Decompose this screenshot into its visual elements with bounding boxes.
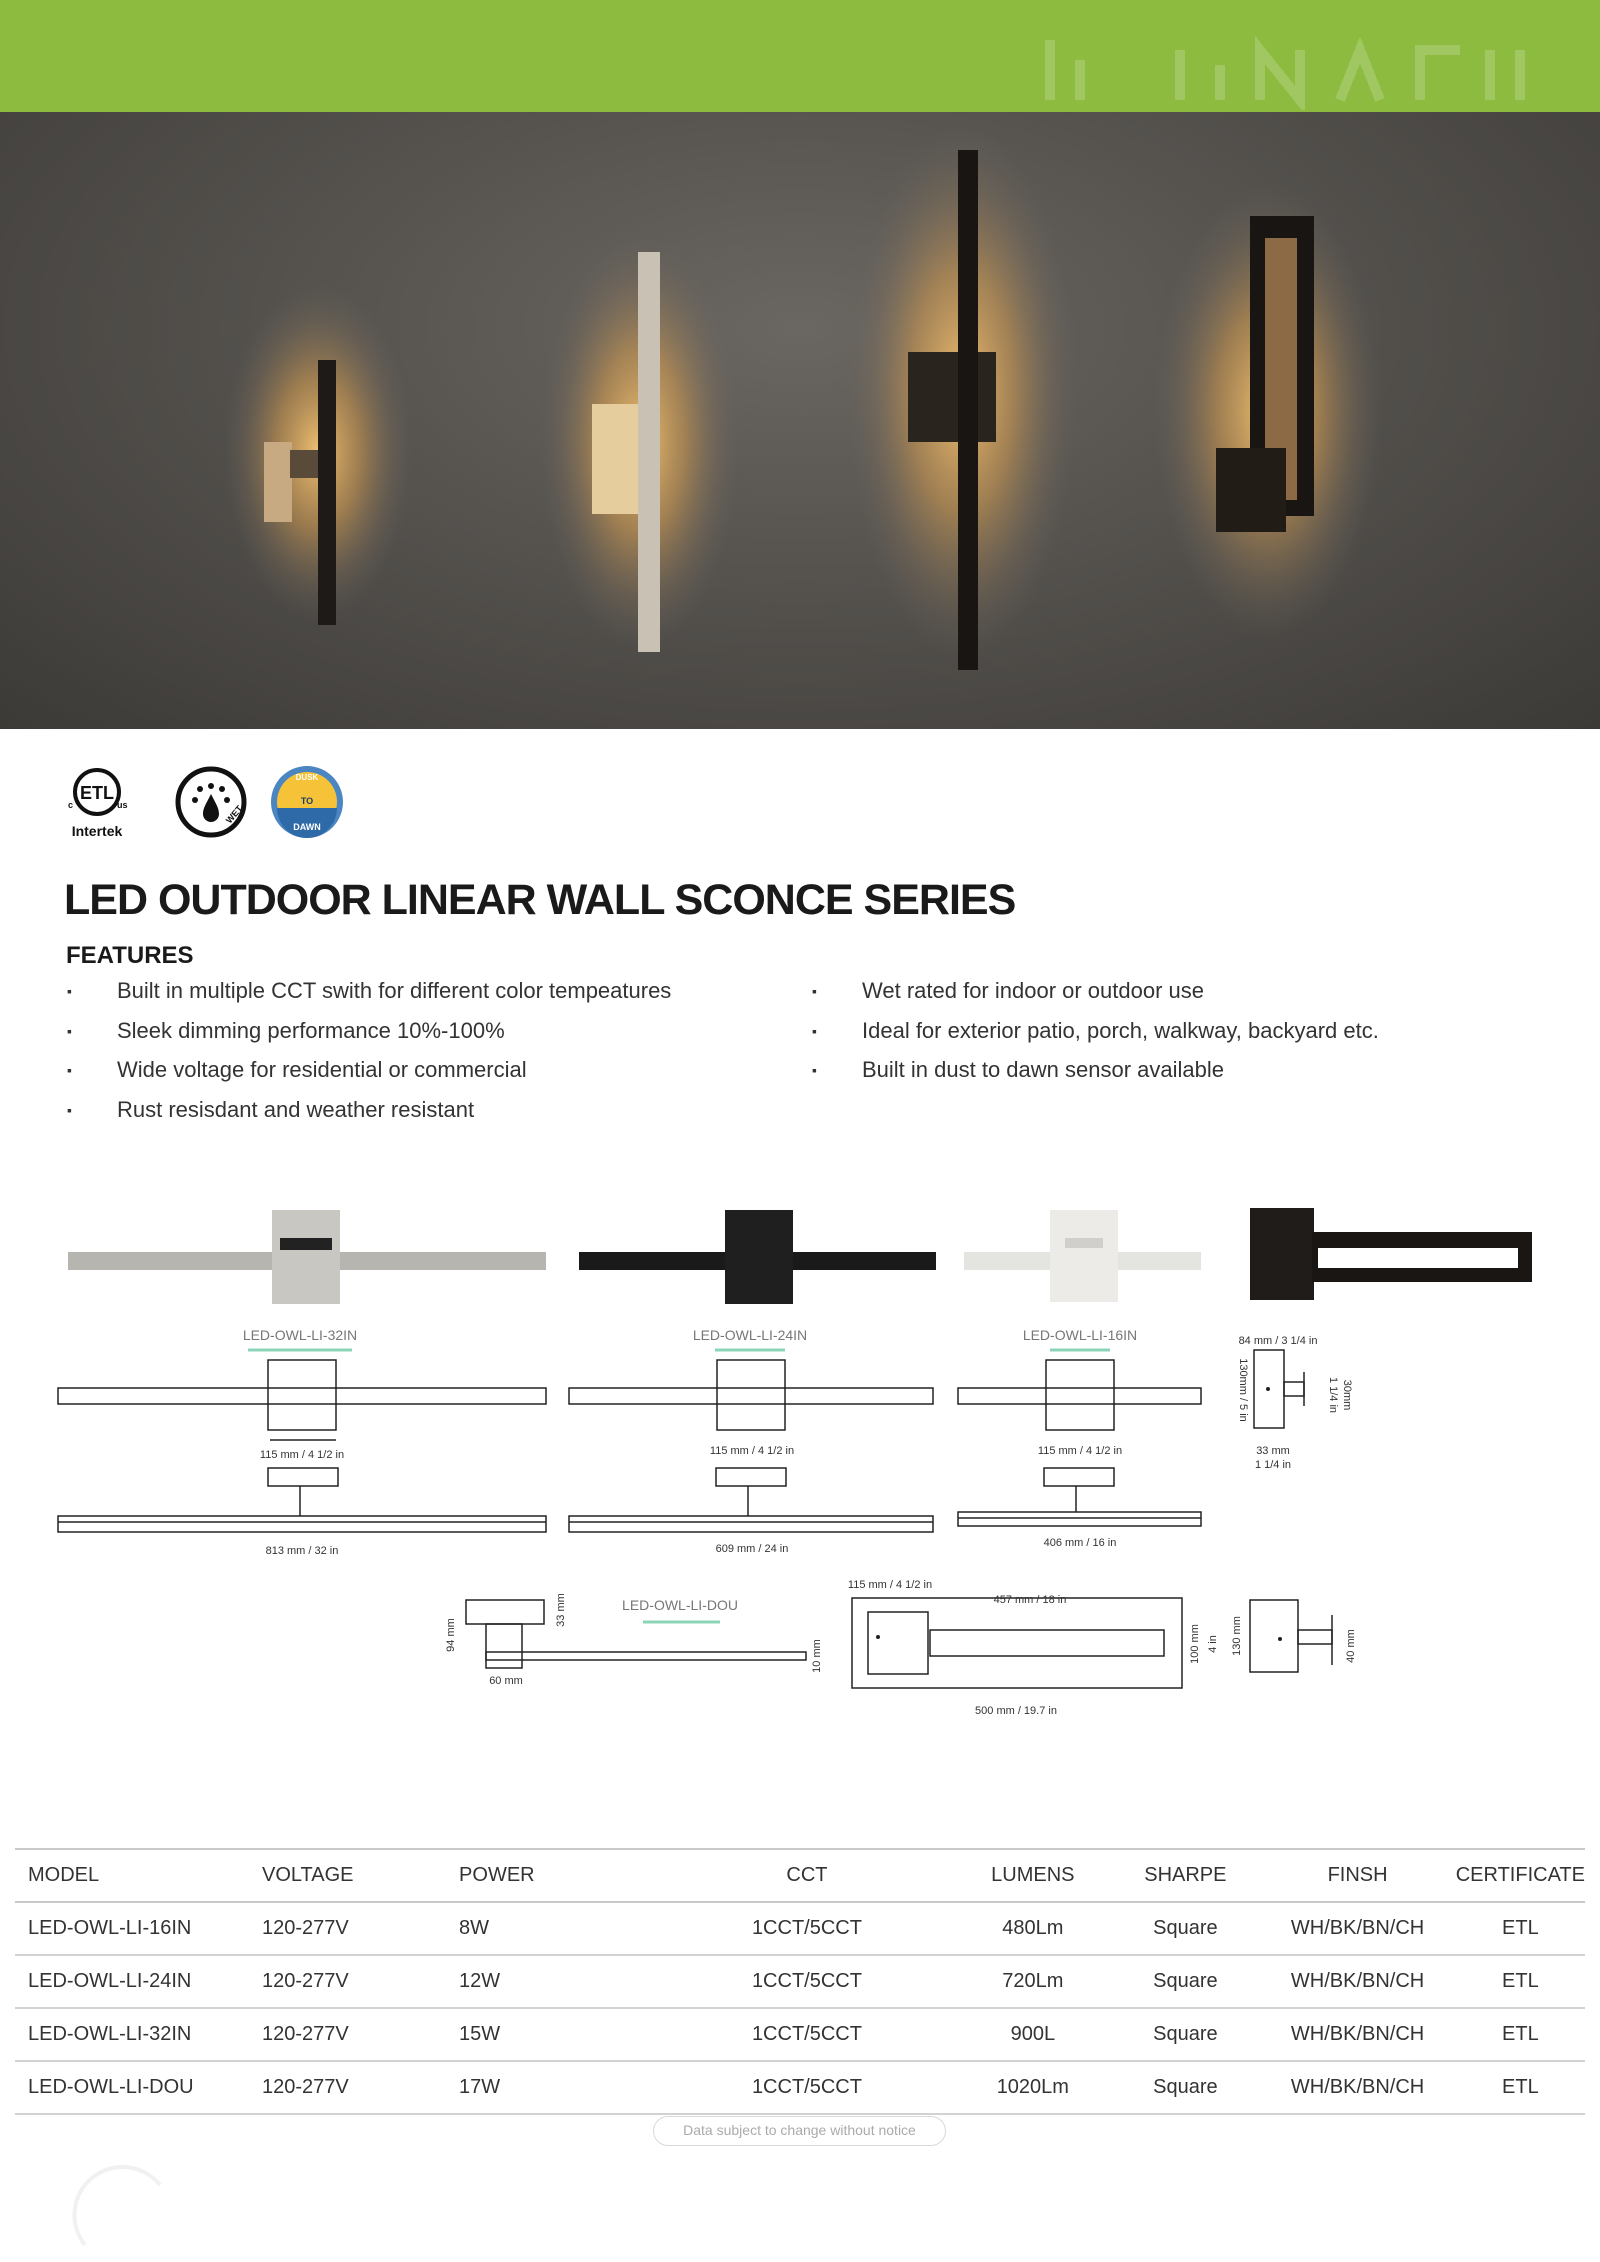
cell-lumens: 900L — [1010, 2023, 1056, 2045]
cell-model: LED-OWL-LI-16IN — [28, 1917, 192, 1939]
corner-decoration — [70, 2165, 180, 2255]
dusk-label: DUSK — [295, 773, 319, 782]
certification-badges — [60, 762, 360, 842]
cell-power: 17W — [459, 2076, 501, 2098]
specs-table — [15, 1848, 1585, 2115]
page-title: LED OUTDOOR LINEAR WALL SCONCE SERIES — [64, 876, 1016, 924]
cell-model: LED-OWL-LI-32IN — [28, 2023, 192, 2045]
cell-cct: 1CCT/5CCT — [751, 2023, 862, 2045]
cell-finish: WH/BK/BN/CH — [1290, 2076, 1425, 2098]
sconce-dou-photo — [1153, 182, 1383, 642]
side-height-dim: 130mm / 5 in — [1237, 1358, 1249, 1422]
label-16in: LED-OWL-LI-16IN — [1022, 1327, 1138, 1343]
dou-130: 130 mm — [1231, 1616, 1243, 1656]
col-power: POWER — [459, 1864, 535, 1886]
render-16in — [964, 1210, 1201, 1302]
dim-24-plate: 115 mm / 4 1/2 in — [709, 1445, 795, 1457]
dou-inner-dim: 457 mm / 18 in — [993, 1594, 1067, 1606]
col-shape: SHARPE — [1144, 1864, 1227, 1886]
cell-power: 15W — [459, 2023, 501, 2045]
wet-label: WET — [223, 803, 245, 826]
dou-94: 94 mm — [445, 1618, 457, 1652]
dou-40: 40 mm — [1345, 1629, 1357, 1663]
cell-shape: Square — [1153, 2023, 1218, 2045]
feature-item: ▪ Built in multiple CCT swith for different color tempeatures — [67, 979, 671, 1019]
dou-total-dim: 500 mm / 19.7 in — [975, 1705, 1057, 1717]
features-heading: FEATURES — [66, 942, 194, 969]
dou-4in: 4 in — [1207, 1635, 1219, 1653]
cell-model: LED-OWL-LI-24IN — [28, 1970, 192, 1992]
feature-item: ▪ Wet rated for indoor or outdoor use — [812, 979, 1379, 1019]
label-24in: LED-OWL-LI-24IN — [692, 1327, 808, 1343]
col-cct: CCT — [786, 1864, 828, 1886]
feature-item: ▪ Ideal for exterior patio, porch, walkway, backyard etc. — [812, 1019, 1379, 1059]
etl-listed-icon — [68, 770, 128, 839]
cell-shape: Square — [1153, 1970, 1218, 1992]
dou-60: 60 mm — [489, 1675, 523, 1687]
render-dou — [1250, 1208, 1532, 1300]
dou-100: 100 mm — [1189, 1624, 1201, 1664]
table-row — [15, 2008, 1585, 2061]
dim-24-length: 609 mm / 24 in — [715, 1543, 789, 1555]
table-row — [15, 1955, 1585, 2008]
cell-shape: Square — [1153, 1917, 1218, 1939]
cell-shape: Square — [1153, 2076, 1218, 2098]
dou-plate-dim: 115 mm / 4 1/2 in — [847, 1579, 933, 1591]
cell-voltage: 120-277V — [262, 1970, 349, 1992]
logo-watermark — [1040, 30, 1540, 110]
dusk-to-dawn-icon — [271, 766, 343, 838]
cell-voltage: 120-277V — [262, 2076, 349, 2098]
cell-lumens: 1020Lm — [996, 2076, 1069, 2098]
cell-finish: WH/BK/BN/CH — [1290, 1970, 1425, 1992]
label-32in: LED-OWL-LI-32IN — [242, 1327, 358, 1343]
dim-16-plate: 115 mm / 4 1/2 in — [1037, 1445, 1123, 1457]
sconce-32in-photo — [847, 122, 1077, 670]
side-depth-b: 1 1/4 in — [1327, 1376, 1339, 1414]
cell-certificate: ETL — [1502, 2076, 1539, 2098]
disclaimer-note: Data subject to change without notice — [653, 2116, 946, 2146]
cell-lumens: 480Lm — [1002, 1917, 1064, 1939]
features-list-left — [67, 979, 671, 1137]
col-finish: FINSH — [1327, 1864, 1388, 1886]
cell-power: 8W — [459, 1917, 490, 1939]
dawn-label: DAWN — [293, 822, 321, 832]
etl-us: us — [117, 800, 128, 810]
render-32in — [68, 1210, 546, 1304]
feature-item: ▪ Sleek dimming performance 10%-100% — [67, 1019, 671, 1059]
side-depth-a: 30mm — [1341, 1379, 1353, 1411]
dou-10: 10 mm — [811, 1639, 823, 1673]
sconce-24in-photo — [540, 232, 740, 652]
wet-rated-icon — [178, 769, 245, 835]
cell-power: 12W — [459, 1970, 501, 1992]
technical-drawings — [0, 1190, 1600, 1730]
cell-voltage: 120-277V — [262, 1917, 349, 1939]
feature-item: ▪ Rust resisdant and weather resistant — [67, 1098, 671, 1138]
etl-mark: ETL — [80, 783, 114, 803]
table-row — [15, 2061, 1585, 2114]
feature-item: ▪ Wide voltage for residential or commercial — [67, 1058, 671, 1098]
cell-finish: WH/BK/BN/CH — [1290, 1917, 1425, 1939]
etl-c: c — [68, 800, 74, 810]
feature-item: ▪ Built in dust to dawn sensor available — [812, 1058, 1379, 1098]
to-label: TO — [300, 796, 314, 806]
cell-finish: WH/BK/BN/CH — [1290, 2023, 1425, 2045]
cell-certificate: ETL — [1502, 1917, 1539, 1939]
col-model: MODEL — [28, 1864, 100, 1886]
cell-lumens: 720Lm — [1002, 1970, 1064, 1992]
sconce-16in-photo — [223, 282, 413, 625]
dou-33: 33 mm — [555, 1593, 567, 1627]
cell-cct: 1CCT/5CCT — [751, 1970, 862, 1992]
dim-16-length: 406 mm / 16 in — [1043, 1537, 1117, 1549]
col-voltage: VOLTAGE — [262, 1864, 354, 1886]
label-dou: LED-OWL-LI-DOU — [622, 1597, 738, 1613]
dim-32-length: 813 mm / 32 in — [265, 1545, 339, 1557]
side-bottom-a: 33 mm — [1256, 1445, 1290, 1457]
side-top-dim: 84 mm / 3 1/4 in — [1238, 1335, 1318, 1347]
cell-certificate: ETL — [1502, 2023, 1539, 2045]
cell-cct: 1CCT/5CCT — [751, 1917, 862, 1939]
dim-32-plate: 115 mm / 4 1/2 in — [259, 1449, 345, 1461]
header-band — [0, 0, 1600, 112]
table-header-row — [15, 1849, 1585, 1902]
col-lumens: LUMENS — [991, 1864, 1075, 1886]
side-bottom-b: 1 1/4 in — [1254, 1459, 1292, 1471]
table-row — [15, 1902, 1585, 1955]
col-certificate: CERTIFICATE — [1455, 1864, 1585, 1886]
cell-voltage: 120-277V — [262, 2023, 349, 2045]
cell-model: LED-OWL-LI-DOU — [28, 2076, 194, 2098]
cell-certificate: ETL — [1502, 1970, 1539, 1992]
hero-product-photo — [0, 112, 1600, 729]
cell-cct: 1CCT/5CCT — [751, 2076, 862, 2098]
features-list-right — [812, 979, 1379, 1098]
render-24in — [579, 1210, 936, 1304]
intertek-label: Intertek — [71, 823, 123, 839]
